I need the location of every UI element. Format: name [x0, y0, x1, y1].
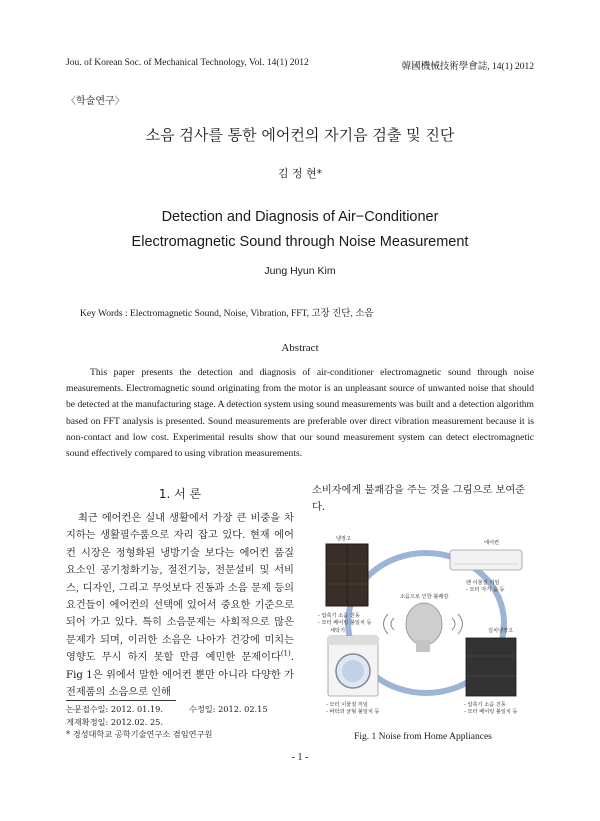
article-category: 〈학술연구〉 [66, 96, 125, 107]
listener-head-illustration [384, 603, 463, 652]
kimchi-fridge-note-1: - 압축기 소음 진동 [464, 702, 506, 708]
footnote-affiliation: * 경성대학교 공학기술연구소 겸임연구원 [66, 729, 213, 739]
title-english-line1: Detection and Diagnosis of Air−Conditioner [161, 209, 439, 225]
washer-note-2: - 바닥과 균형 불일치 등 [326, 709, 380, 715]
intro-text-part2: . Fig 1은 위에서 말한 에어컨 뿐만 아니라 다양한 가전제품의 소음으로 인해 [66, 652, 294, 699]
title-english [0, 205, 600, 255]
fridge-note-2: - 모터 베어링 불일치 등 [318, 620, 372, 626]
washer-illustration [328, 636, 378, 696]
aircon-note-1: 팬 이물질 끼임 [466, 580, 500, 586]
footnote-revised: 수정일: 2012. 02.15 [189, 704, 268, 714]
figure-caption: Fig. 1 Noise from Home Appliances [354, 732, 492, 742]
footnote-accepted: 게재확정일: 2012.02. 25. [66, 716, 163, 727]
fridge-name: 냉장고 [336, 536, 352, 542]
center-label: 소음으로 인한 불쾌감 [400, 594, 449, 600]
fridge-illustration [326, 544, 368, 606]
aircon-illustration [450, 550, 522, 570]
footnote-received: 논문접수일: 2012. 01.19. [66, 704, 163, 714]
running-head-right: 韓國機械技術學會誌, 14(1) 2012 [401, 62, 534, 72]
running-head-left: Jou. of Korean Soc. of Mechanical Technology, Vol. 14(1) 2012 [66, 58, 309, 68]
abstract-text: This paper presents the detection and diagnosis of air-conditioner electromagnetic sound through noise measurements. Electromagnetic sound originating from the motor is an unpleasant source of unwanted noise that should be detected at the manufacturing stage. A detection system using sound measurements was built and a detection algorithm based on FFT analysis is presented. Sound measurements are preferable over direct vibration measurement because it is non-contact and low cost. Experimental results show that our sound measurement system can detect electromagnetic sound effectively compared to using vibration measurements. [66, 367, 534, 460]
aircon-note-2: - 모터 자기 음 등 [466, 587, 505, 593]
author-english: Jung Hyun Kim [264, 265, 336, 277]
footnote-dates-line [66, 703, 306, 716]
intro-paragraph [66, 510, 294, 701]
footnotes [66, 703, 306, 741]
right-column-text [312, 482, 534, 517]
footnote-divider [66, 700, 176, 701]
washer-name: 세탁기 [330, 628, 346, 634]
kimchi-fridge-illustration [466, 638, 516, 696]
keywords: Key Words : Electromagnetic Sound, Noise, Vibration, FFT, 고장 진단, 소음 [80, 309, 374, 319]
washer-note-1: - 모터 이물질 끼임 [326, 702, 368, 708]
kimchi-fridge-note-2: - 모터 베어링 불일치 등 [464, 709, 518, 715]
citation-ref: (1) [280, 649, 291, 658]
section-heading-introduction: 1. 서 론 [158, 487, 202, 501]
author-korean: 김 정 현* [277, 167, 323, 180]
kimchi-fridge-name: 김치냉장고 [488, 628, 514, 634]
left-column [66, 510, 294, 701]
fridge-note-1: - 압축기 소음 진동 [318, 613, 360, 619]
page-number: - 1 - [291, 752, 309, 763]
abstract-heading: Abstract [281, 342, 319, 354]
title-english-line2: Electromagnetic Sound through Noise Measurement [131, 234, 469, 250]
figure-home-appliance-noise [316, 528, 532, 723]
intro-text-part1: 최근 에어컨은 실내 생활에서 가장 큰 비중을 차지하는 생활필수품으로 자리 잡고 있다. 현재 에어컨 시장은 정형화된 냉방기술 보다는 에어컨 품질 요소인 공기청화기능, 절전기능, 전문설비 및 서비스, 디자인, 그리고 무엇보다 진동과 소음 문제 등의 요건들이 에어컨의 선택에 있어서 중요한 기준으로 되어 가고 있다. 특히 소음문제는 사회적으로 많은 문제가 되며, 이러한 소음은 나아가 건강에 미치는 영향도 무시 하지 못할 만큼 예민한 문제이다 [66, 513, 294, 664]
aircon-name: 에어컨 [484, 540, 500, 546]
abstract-body [66, 365, 534, 462]
title-korean: 소음 검사를 통한 에어컨의 자기음 검출 및 진단 [145, 126, 455, 144]
intro-continuation: 소비자에게 불쾌감을 주는 것을 그림으로 보여준다. [312, 485, 526, 514]
